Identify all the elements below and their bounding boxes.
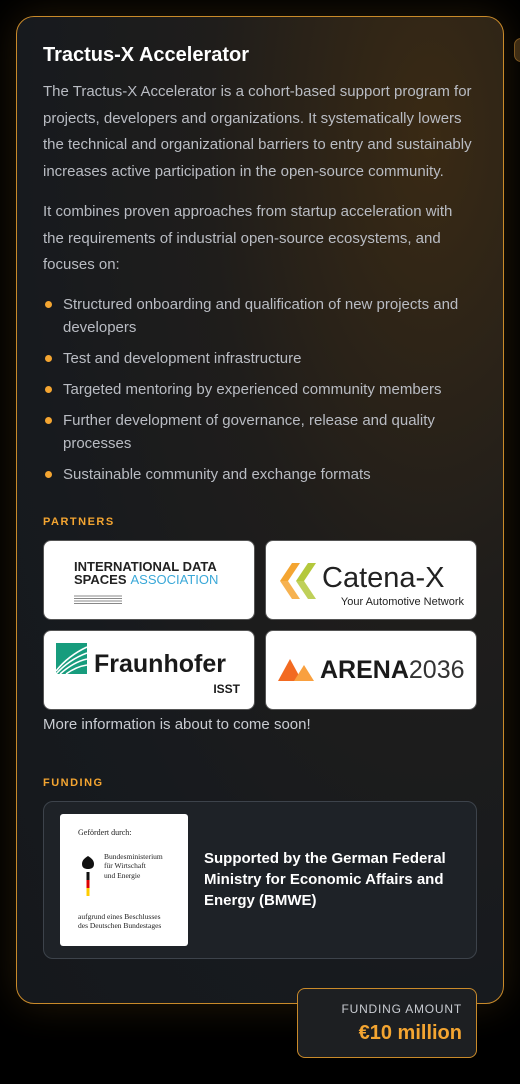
fraunhofer-word: Fraunhofer (94, 649, 226, 678)
bullet-icon (45, 355, 52, 362)
edge-decoration (514, 38, 520, 62)
fraunhofer-icon (56, 643, 87, 674)
bullet-icon (45, 471, 52, 478)
partner-logo-fraunhofer[interactable] (43, 630, 255, 710)
funding-box (43, 801, 477, 959)
funding-description: Supported by the German Federal Ministry for Economic Affairs and Energy (BMWE) (204, 850, 446, 909)
bmwe-badge (60, 814, 188, 946)
bmwe-ministry: Bundesministerium für Wirtschaft und Energie (104, 851, 163, 880)
bmwe-top-text: Gefördert durch: (78, 827, 132, 837)
page-title: Tractus-X Accelerator (43, 44, 250, 66)
catena-x-tagline: Your Automotive Network (340, 595, 464, 608)
funding-amount-label: FUNDING AMOUNT (341, 1002, 462, 1016)
fraunhofer-sub: ISST (213, 681, 240, 696)
list-item: Structured onboarding and qualification of new projects and developers (43, 293, 477, 339)
funding-heading: FUNDING (43, 776, 104, 789)
idsa-logo (44, 541, 255, 620)
federal-eagle-icon (80, 854, 96, 896)
more-info-text: More information is about to come soon! (43, 715, 311, 733)
catena-x-logo (266, 541, 477, 620)
list-item: Targeted mentoring by experienced community members (43, 378, 477, 401)
focus-paragraph: It combines proven approaches from startup acceleration with the requirements of industrial open-source ecosystems, and focuses on: (43, 203, 453, 273)
partner-logo-catena-x[interactable] (265, 540, 477, 620)
accelerator-card (16, 16, 504, 1004)
partner-logo-idsa[interactable] (43, 540, 255, 620)
idsa-line2: SPACES ASSOCIATION (74, 571, 219, 587)
fraunhofer-logo (44, 631, 255, 710)
partners-heading: PARTNERS (43, 515, 115, 528)
catena-x-icon (280, 563, 316, 599)
bullet-icon (45, 301, 52, 308)
list-item: Sustainable community and exchange formats (43, 463, 477, 486)
bullet-icon (45, 417, 52, 424)
bullet-icon (45, 386, 52, 393)
bmwe-bottom-text: aufgrund eines Beschlusses des Deutschen Bundestages (78, 911, 162, 930)
funding-amount-badge (297, 988, 477, 1058)
partner-logo-arena2036[interactable] (265, 630, 477, 710)
focus-list (43, 293, 477, 486)
arena-icon (278, 659, 314, 681)
partners-grid (43, 540, 477, 710)
arena-word: ARENA2036 (320, 655, 465, 684)
list-item: Test and development infrastructure (43, 347, 477, 370)
idsa-line1: INTERNATIONAL DATA (74, 558, 217, 574)
catena-x-word: Catena-X (322, 561, 445, 594)
intro-paragraph: The Tractus-X Accelerator is a cohort-based support program for projects, developers and organizations. It systematically lowers the technical and organizational barriers to entry and sustainably increases active participation in the open-source community. (43, 83, 472, 180)
list-item: Further development of governance, release and quality processes (43, 409, 477, 455)
arena2036-logo (266, 631, 477, 710)
funding-amount-value: €10 million (358, 1022, 462, 1044)
idsa-stripes (74, 596, 122, 604)
